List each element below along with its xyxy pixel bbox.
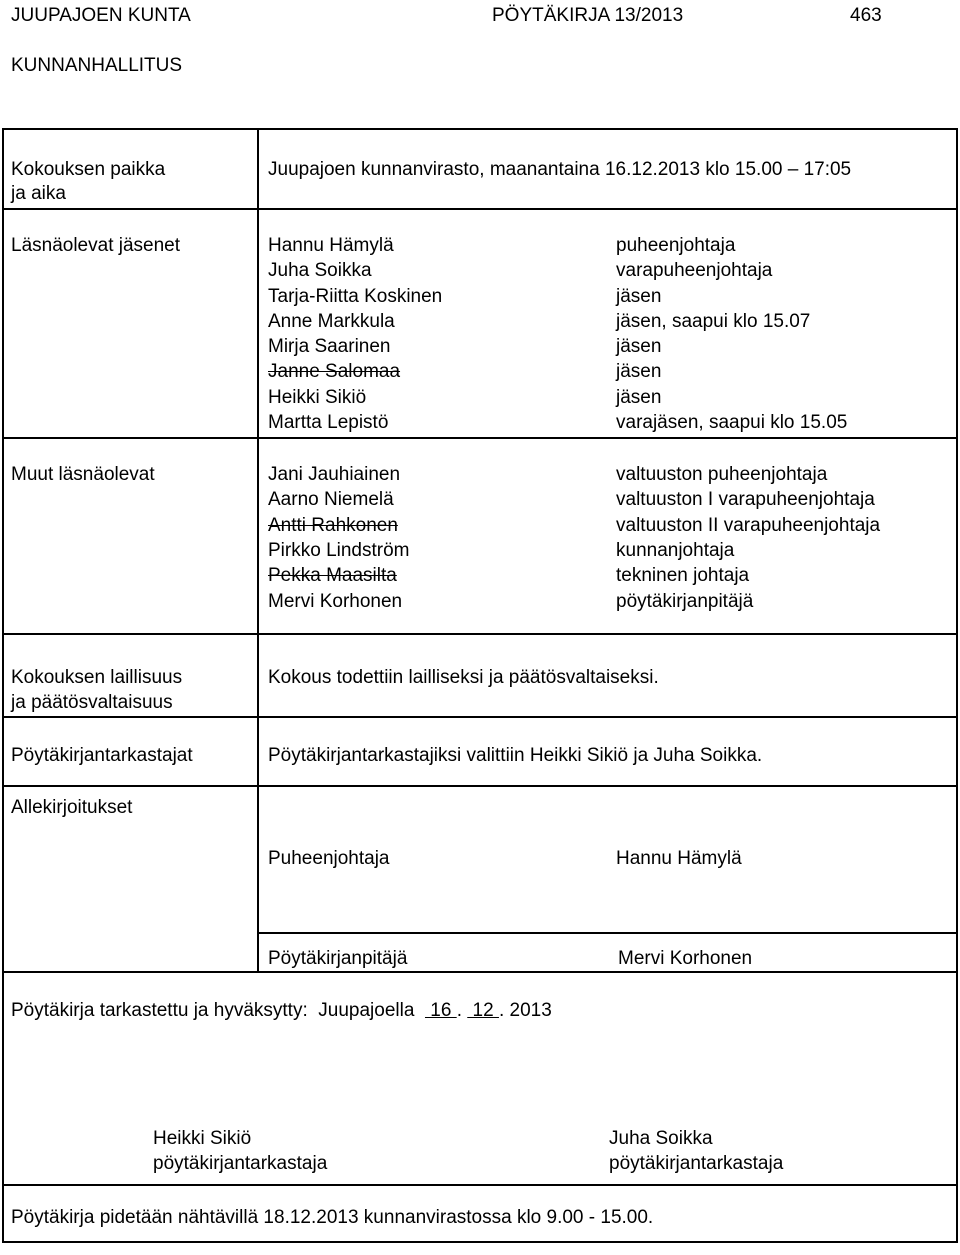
inspector-left-role: pöytäkirjantarkastaja bbox=[153, 1153, 328, 1174]
members-label: Läsnäolevat jäsenet bbox=[11, 235, 181, 256]
approval-year: . 2013 bbox=[498, 1000, 552, 1021]
member-role: varapuheenjohtaja bbox=[616, 260, 773, 281]
member-name: Mirja Saarinen bbox=[268, 336, 391, 357]
row-divider-5 bbox=[2, 785, 958, 787]
inspector-right-role: pöytäkirjantarkastaja bbox=[609, 1153, 784, 1174]
attendee-name-struck: Pekka Maasilta bbox=[268, 565, 397, 586]
signatures-label: Allekirjoitukset bbox=[11, 797, 133, 818]
document-number: PÖYTÄKIRJA 13/2013 bbox=[492, 5, 684, 26]
frame-bottom bbox=[2, 1241, 958, 1243]
legality-value: Kokous todettiin lailliseksi ja päätösvaltaiseksi. bbox=[268, 667, 659, 688]
attendee-name-struck: Antti Rahkonen bbox=[268, 515, 398, 536]
member-role: jäsen bbox=[616, 387, 662, 408]
member-role: jäsen bbox=[616, 286, 662, 307]
row-divider-8 bbox=[2, 1184, 958, 1186]
row-divider-3 bbox=[2, 633, 958, 635]
attendee-name: Mervi Korhonen bbox=[268, 591, 403, 612]
approval-line bbox=[11, 1001, 552, 1020]
secretary-name: Mervi Korhonen bbox=[618, 948, 753, 969]
member-name: Juha Soikka bbox=[268, 260, 372, 281]
meeting-label-line1: Kokouksen paikka bbox=[11, 159, 166, 180]
member-role: jäsen, saapui klo 15.07 bbox=[616, 311, 811, 332]
others-label: Muut läsnäolevat bbox=[11, 464, 155, 485]
row-divider-2 bbox=[2, 437, 958, 439]
approval-day: 16 bbox=[424, 1000, 457, 1021]
attendee-role: valtuuston I varapuheenjohtaja bbox=[616, 489, 875, 510]
secretary-title: Pöytäkirjanpitäjä bbox=[268, 948, 408, 969]
attendee-role: tekninen johtaja bbox=[616, 565, 750, 586]
row-divider-6 bbox=[259, 932, 958, 934]
inspectors-value: Pöytäkirjantarkastajiksi valittiin Heikki Sikiö ja Juha Soikka. bbox=[268, 745, 763, 766]
meeting-label-line2: ja aika bbox=[11, 183, 66, 204]
chair-name: Hannu Hämylä bbox=[616, 848, 742, 869]
column-divider bbox=[257, 128, 259, 973]
inspector-left-name: Heikki Sikiö bbox=[153, 1128, 252, 1149]
member-role: jäsen bbox=[616, 336, 662, 357]
attendee-name: Jani Jauhiainen bbox=[268, 464, 401, 485]
legality-label-line2: ja päätösvaltaisuus bbox=[11, 692, 173, 713]
frame-top bbox=[2, 128, 958, 130]
member-name: Anne Markkula bbox=[268, 311, 395, 332]
approval-text: Pöytäkirja tarkastettu ja hyväksytty: Juupajoella bbox=[11, 1000, 415, 1021]
approval-month: 12 bbox=[467, 1000, 499, 1021]
legality-label-line1: Kokouksen laillisuus bbox=[11, 667, 183, 688]
member-name-struck: Janne Salomaa bbox=[268, 361, 401, 382]
frame-left bbox=[2, 128, 4, 1243]
row-divider-7 bbox=[2, 971, 958, 973]
row-divider-1 bbox=[2, 208, 958, 210]
member-role: varajäsen, saapui klo 15.05 bbox=[616, 412, 848, 433]
attendee-role: kunnanjohtaja bbox=[616, 540, 735, 561]
attendee-name: Aarno Niemelä bbox=[268, 489, 394, 510]
attendee-role: valtuuston II varapuheenjohtaja bbox=[616, 515, 881, 536]
member-name: Hannu Hämylä bbox=[268, 235, 394, 256]
approval-date-separator: . bbox=[456, 1000, 462, 1021]
page-number: 463 bbox=[850, 5, 882, 26]
attendee-role: pöytäkirjanpitäjä bbox=[616, 591, 754, 612]
row-divider-4 bbox=[2, 716, 958, 718]
member-name: Tarja-Riitta Koskinen bbox=[268, 286, 443, 307]
body-name: KUNNANHALLITUS bbox=[11, 55, 183, 76]
member-name: Heikki Sikiö bbox=[268, 387, 367, 408]
attendee-role: valtuuston puheenjohtaja bbox=[616, 464, 828, 485]
member-role: puheenjohtaja bbox=[616, 235, 736, 256]
member-role: jäsen bbox=[616, 361, 662, 382]
inspectors-label: Pöytäkirjantarkastajat bbox=[11, 745, 193, 766]
meeting-place-time: Juupajoen kunnanvirasto, maanantaina 16.12.2013 klo 15.00 – 17:05 bbox=[268, 159, 852, 180]
chair-title: Puheenjohtaja bbox=[268, 848, 390, 869]
public-display-note: Pöytäkirja pidetään nähtävillä 18.12.2013 kunnanvirastossa klo 9.00 - 15.00. bbox=[11, 1207, 654, 1228]
member-name: Martta Lepistö bbox=[268, 412, 389, 433]
municipality-name: JUUPAJOEN KUNTA bbox=[11, 5, 191, 26]
inspector-right-name: Juha Soikka bbox=[609, 1128, 713, 1149]
attendee-name: Pirkko Lindström bbox=[268, 540, 410, 561]
frame-right bbox=[956, 128, 958, 1243]
